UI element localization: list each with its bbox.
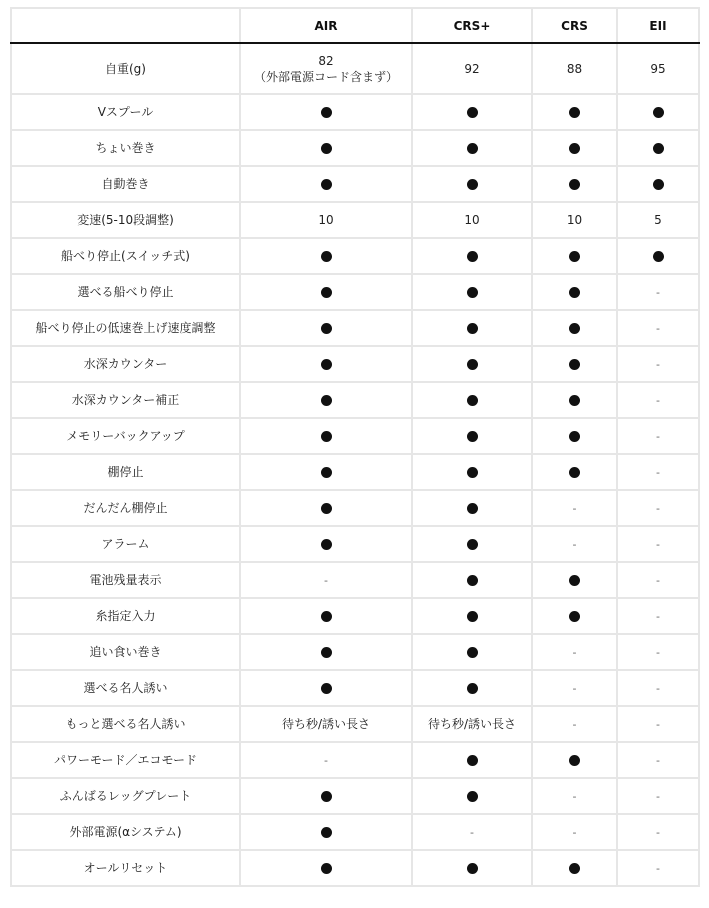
- row-label: 水深カウンター補正: [11, 382, 240, 418]
- cell-crs-plus: [412, 526, 532, 562]
- filled-circle-icon: [467, 431, 478, 442]
- table-row: [11, 202, 699, 238]
- filled-circle-icon: [569, 863, 580, 874]
- filled-circle-icon: [569, 359, 580, 370]
- filled-circle-icon: [321, 611, 332, 622]
- row-label: 棚停止: [11, 454, 240, 490]
- row-label: 自動巻き: [11, 166, 240, 202]
- cell-crs: [532, 706, 617, 742]
- row-label: ふんばるレッグプレート: [11, 778, 240, 814]
- filled-circle-icon: [321, 395, 332, 406]
- filled-circle-icon: [467, 395, 478, 406]
- cell-crs-plus: [412, 814, 532, 850]
- filled-circle-icon: [569, 467, 580, 478]
- not-available-mark: -: [656, 357, 660, 371]
- cell-eii: [617, 166, 699, 202]
- cell-crs: [532, 382, 617, 418]
- filled-circle-icon: [321, 107, 332, 118]
- row-label: 水深カウンター: [11, 346, 240, 382]
- filled-circle-icon: [467, 251, 478, 262]
- not-available-mark: -: [656, 465, 660, 479]
- cell-crs: [532, 202, 617, 238]
- cell-crs: [532, 526, 617, 562]
- filled-circle-icon: [653, 107, 664, 118]
- filled-circle-icon: [653, 179, 664, 190]
- table-row: [11, 346, 699, 382]
- not-available-mark: -: [656, 537, 660, 551]
- cell-crs-plus: [412, 202, 532, 238]
- row-label: 船べり停止(スイッチ式): [11, 238, 240, 274]
- cell-air: [240, 562, 412, 598]
- row-label: 糸指定入力: [11, 598, 240, 634]
- not-available-mark: -: [470, 825, 474, 839]
- filled-circle-icon: [321, 467, 332, 478]
- table-row: [11, 130, 699, 166]
- cell-crs: [532, 310, 617, 346]
- cell-air: [240, 346, 412, 382]
- cell-eii: [617, 454, 699, 490]
- filled-circle-icon: [467, 611, 478, 622]
- cell-eii: [617, 670, 699, 706]
- row-label: もっと選べる名人誘い: [11, 706, 240, 742]
- filled-circle-icon: [321, 791, 332, 802]
- filled-circle-icon: [467, 647, 478, 658]
- filled-circle-icon: [321, 143, 332, 154]
- filled-circle-icon: [321, 863, 332, 874]
- row-label: だんだん棚停止: [11, 490, 240, 526]
- weight-value: 82: [318, 53, 334, 68]
- cell-air: [240, 742, 412, 778]
- cell-crs: [532, 346, 617, 382]
- filled-circle-icon: [569, 431, 580, 442]
- table-row: [11, 706, 699, 742]
- row-label: 外部電源(αシステム): [11, 814, 240, 850]
- row-label: メモリーバックアップ: [11, 418, 240, 454]
- cell-air: [240, 778, 412, 814]
- cell-crs: [532, 850, 617, 886]
- cell-crs: [532, 598, 617, 634]
- filled-circle-icon: [653, 251, 664, 262]
- table-row: [11, 274, 699, 310]
- row-label: Vスプール: [11, 94, 240, 130]
- not-available-mark: -: [324, 573, 328, 587]
- cell-value: 待ち秒/誘い長さ: [427, 717, 517, 731]
- not-available-mark: -: [572, 681, 577, 695]
- row-label: ちょい巻き: [11, 130, 240, 166]
- cell-value: 10: [318, 213, 334, 227]
- not-available-mark: -: [656, 825, 660, 839]
- not-available-mark: -: [656, 609, 660, 623]
- cell-crs-plus: [412, 130, 532, 166]
- filled-circle-icon: [321, 359, 332, 370]
- cell-air: [240, 454, 412, 490]
- filled-circle-icon: [569, 395, 580, 406]
- not-available-mark: -: [572, 645, 577, 659]
- cell-value: 10: [566, 213, 583, 227]
- cell-eii: [617, 526, 699, 562]
- cell-air: [240, 130, 412, 166]
- column-header-eii: EII: [617, 8, 699, 43]
- not-available-mark: -: [572, 825, 577, 839]
- cell-eii: [617, 202, 699, 238]
- table-row: [11, 94, 699, 130]
- filled-circle-icon: [321, 539, 332, 550]
- filled-circle-icon: [467, 323, 478, 334]
- spec-comparison-table: [10, 7, 700, 887]
- cell-crs-plus: [412, 382, 532, 418]
- not-available-mark: -: [324, 753, 328, 767]
- filled-circle-icon: [569, 755, 580, 766]
- cell-eii: [617, 94, 699, 130]
- cell-eii: [617, 778, 699, 814]
- cell-air: [240, 238, 412, 274]
- cell-air: [240, 814, 412, 850]
- filled-circle-icon: [467, 863, 478, 874]
- filled-circle-icon: [569, 575, 580, 586]
- not-available-mark: -: [656, 321, 660, 335]
- table-row: [11, 562, 699, 598]
- cell-eii: [617, 238, 699, 274]
- not-available-mark: -: [656, 861, 660, 875]
- cell-crs-plus: [412, 418, 532, 454]
- cell-crs: [532, 238, 617, 274]
- filled-circle-icon: [321, 287, 332, 298]
- cell-crs: [532, 454, 617, 490]
- not-available-mark: -: [656, 573, 660, 587]
- cell-value: 待ち秒/誘い長さ: [281, 717, 371, 731]
- not-available-mark: -: [572, 789, 577, 803]
- cell-crs: 88: [532, 43, 617, 94]
- not-available-mark: -: [572, 717, 577, 731]
- cell-crs-plus: [412, 742, 532, 778]
- filled-circle-icon: [467, 683, 478, 694]
- not-available-mark: -: [656, 681, 660, 695]
- cell-eii: [617, 382, 699, 418]
- filled-circle-icon: [321, 323, 332, 334]
- cell-crs-plus: [412, 706, 532, 742]
- table-row: [11, 598, 699, 634]
- cell-crs-plus: [412, 454, 532, 490]
- not-available-mark: -: [656, 753, 660, 767]
- cell-eii: [617, 274, 699, 310]
- cell-air: [240, 706, 412, 742]
- column-header-crs: CRS: [532, 8, 617, 43]
- header-corner-cell: [11, 8, 240, 43]
- cell-crs-plus: [412, 670, 532, 706]
- cell-air: [240, 598, 412, 634]
- table-row: [11, 382, 699, 418]
- row-label: 選べる名人誘い: [11, 670, 240, 706]
- table-row: [11, 310, 699, 346]
- cell-air: [240, 850, 412, 886]
- table-row: [11, 238, 699, 274]
- filled-circle-icon: [569, 143, 580, 154]
- cell-eii: 95: [617, 43, 699, 94]
- cell-crs-plus: [412, 166, 532, 202]
- filled-circle-icon: [467, 575, 478, 586]
- cell-eii: [617, 346, 699, 382]
- cell-air: [240, 202, 412, 238]
- cell-eii: [617, 742, 699, 778]
- cell-crs: [532, 742, 617, 778]
- not-available-mark: -: [656, 429, 660, 443]
- row-label: 自重(g): [11, 43, 240, 94]
- filled-circle-icon: [569, 287, 580, 298]
- column-header-air: AIR: [240, 8, 412, 43]
- filled-circle-icon: [321, 431, 332, 442]
- filled-circle-icon: [467, 755, 478, 766]
- row-label: アラーム: [11, 526, 240, 562]
- cell-eii: [617, 310, 699, 346]
- cell-crs: [532, 274, 617, 310]
- spec-comparison-table-container: [10, 7, 698, 887]
- cell-crs-plus: [412, 778, 532, 814]
- row-label: パワーモード／エコモード: [11, 742, 240, 778]
- filled-circle-icon: [569, 251, 580, 262]
- cell-eii: [617, 418, 699, 454]
- cell-crs: [532, 490, 617, 526]
- table-row: [11, 778, 699, 814]
- table-row: [11, 742, 699, 778]
- cell-crs: [532, 670, 617, 706]
- filled-circle-icon: [467, 179, 478, 190]
- cell-value: 10: [464, 213, 480, 227]
- cell-crs-plus: [412, 238, 532, 274]
- not-available-mark: -: [656, 645, 660, 659]
- cell-crs-plus: [412, 562, 532, 598]
- not-available-mark: -: [572, 501, 577, 515]
- filled-circle-icon: [569, 179, 580, 190]
- not-available-mark: -: [656, 501, 660, 515]
- table-row: [11, 850, 699, 886]
- filled-circle-icon: [321, 683, 332, 694]
- filled-circle-icon: [321, 179, 332, 190]
- not-available-mark: -: [656, 717, 660, 731]
- filled-circle-icon: [653, 143, 664, 154]
- not-available-mark: -: [656, 789, 660, 803]
- filled-circle-icon: [467, 503, 478, 514]
- row-label: 変速(5-10段調整): [11, 202, 240, 238]
- cell-eii: [617, 814, 699, 850]
- table-row: [11, 526, 699, 562]
- cell-eii: [617, 706, 699, 742]
- cell-eii: [617, 850, 699, 886]
- cell-eii: [617, 490, 699, 526]
- cell-crs-plus: [412, 94, 532, 130]
- row-label: 選べる船べり停止: [11, 274, 240, 310]
- cell-crs: [532, 418, 617, 454]
- cell-crs-plus: [412, 274, 532, 310]
- cell-value: 5: [654, 213, 662, 227]
- filled-circle-icon: [467, 287, 478, 298]
- table-row: [11, 166, 699, 202]
- filled-circle-icon: [467, 107, 478, 118]
- table-row: [11, 490, 699, 526]
- filled-circle-icon: [321, 827, 332, 838]
- cell-air: [240, 418, 412, 454]
- cell-crs-plus: [412, 310, 532, 346]
- cell-air: [240, 382, 412, 418]
- column-header-crs-plus: CRS+: [412, 8, 532, 43]
- cell-air: [240, 166, 412, 202]
- table-row: [11, 814, 699, 850]
- filled-circle-icon: [467, 143, 478, 154]
- cell-air: [240, 634, 412, 670]
- cell-eii: [617, 598, 699, 634]
- cell-crs-plus: [412, 634, 532, 670]
- cell-crs-plus: [412, 346, 532, 382]
- row-label: 船べり停止の低速巻上げ速度調整: [11, 310, 240, 346]
- cell-crs: [532, 166, 617, 202]
- not-available-mark: -: [656, 285, 660, 299]
- cell-eii: [617, 634, 699, 670]
- table-row-weight: [11, 43, 699, 94]
- cell-air: [240, 274, 412, 310]
- cell-crs: [532, 634, 617, 670]
- header-row: [11, 8, 699, 43]
- weight-note: （外部電源コード含まず）: [253, 69, 398, 84]
- row-label: 電池残量表示: [11, 562, 240, 598]
- row-label: 追い食い巻き: [11, 634, 240, 670]
- cell-crs: [532, 778, 617, 814]
- cell-air: [240, 490, 412, 526]
- cell-crs-plus: [412, 598, 532, 634]
- filled-circle-icon: [569, 107, 580, 118]
- cell-air: [240, 310, 412, 346]
- filled-circle-icon: [321, 251, 332, 262]
- cell-air: [240, 526, 412, 562]
- not-available-mark: -: [572, 537, 577, 551]
- table-row: [11, 454, 699, 490]
- filled-circle-icon: [467, 791, 478, 802]
- filled-circle-icon: [467, 467, 478, 478]
- filled-circle-icon: [321, 647, 332, 658]
- filled-circle-icon: [467, 539, 478, 550]
- filled-circle-icon: [321, 503, 332, 514]
- cell-crs: [532, 130, 617, 166]
- cell-crs-plus: [412, 490, 532, 526]
- table-row: [11, 634, 699, 670]
- cell-eii: [617, 562, 699, 598]
- cell-eii: [617, 130, 699, 166]
- filled-circle-icon: [569, 323, 580, 334]
- cell-crs-plus: 92: [412, 43, 532, 94]
- cell-crs: [532, 94, 617, 130]
- row-label: オールリセット: [11, 850, 240, 886]
- filled-circle-icon: [467, 359, 478, 370]
- cell-crs: [532, 562, 617, 598]
- cell-air: [240, 43, 412, 94]
- table-body: [11, 43, 699, 886]
- cell-air: [240, 94, 412, 130]
- not-available-mark: -: [656, 393, 660, 407]
- cell-air: [240, 670, 412, 706]
- cell-crs-plus: [412, 850, 532, 886]
- table-row: [11, 670, 699, 706]
- cell-crs: [532, 814, 617, 850]
- table-row: [11, 418, 699, 454]
- filled-circle-icon: [569, 611, 580, 622]
